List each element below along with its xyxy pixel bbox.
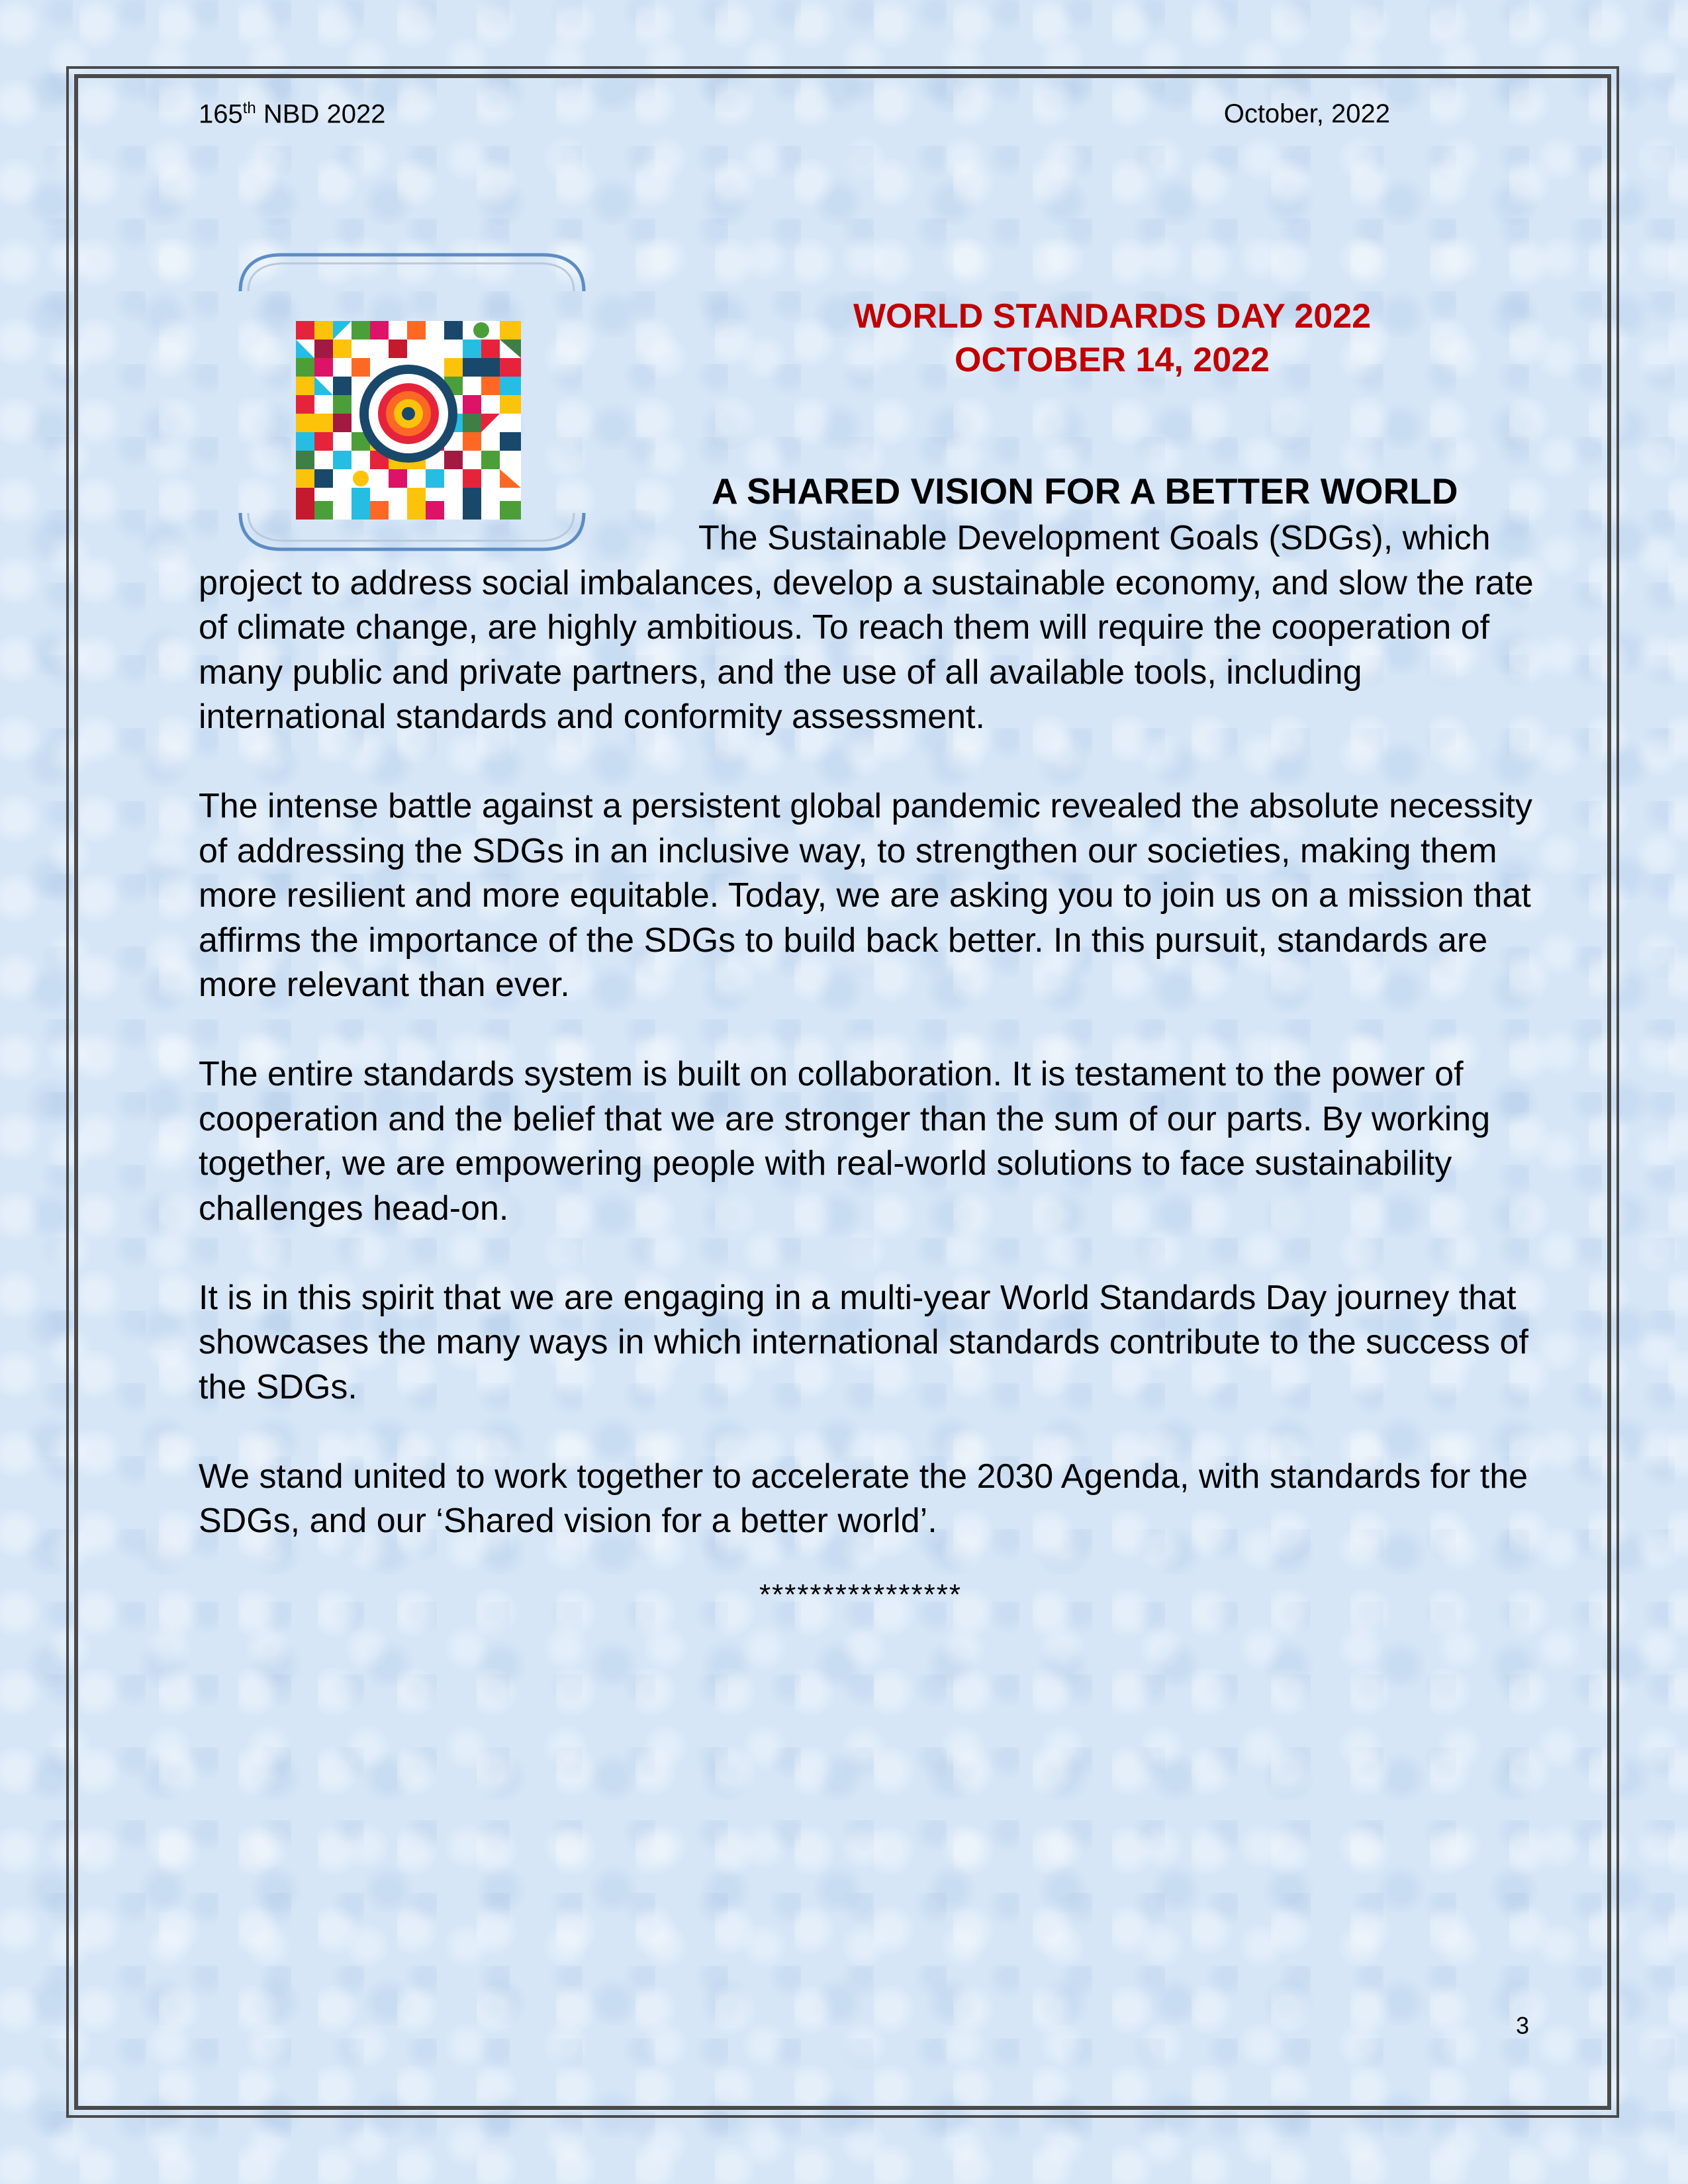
world-standards-day-sdg-mosaic-icon <box>235 251 589 553</box>
header-date: October, 2022 <box>1223 99 1390 128</box>
edition-number: 165 <box>199 99 243 129</box>
section-heading: A SHARED VISION FOR A BETTER WORLD <box>712 471 1458 512</box>
paragraph-5: We stand united to work together to accelerate the 2030 Agenda, with standards for the SDGs, and our ‘Shared vision for a better world’. <box>199 1457 1528 1540</box>
header-edition <box>199 99 385 129</box>
title-line-2: OCTOBER 14, 2022 <box>955 341 1270 379</box>
paragraph-2: The intense battle against a persistent global pandemic revealed the absolute necessity of addressing the SDGs in an inclusive way, to strengthen our societies, making them more resilient and more equitable. Today, we are asking you to join us on a mission that affirms the importance of the SDGs to build back better. In this pursuit, standards are more relevant than ever. <box>199 787 1532 1004</box>
title-line-1: WORLD STANDARDS DAY 2022 <box>853 297 1372 336</box>
paragraph-3: The entire standards system is built on collaboration. It is testament to the power of cooperation and the belief that we are stronger than the sum of our parts. By working together, we are empowering people with real-world solutions to face sustainability challenges head-on. <box>199 1055 1491 1228</box>
edition-rest: NBD 2022 <box>256 99 386 129</box>
paragraph-1: The Sustainable Development Goals (SDGs), which project to address social imbalances, develop a sustainable economy, and slow the rate of climate change, are highly ambitious. To reach them will require the cooperation of many public and private partners, and the use of all available tools, including international standards and conformity assessment. <box>199 519 1534 736</box>
edition-suffix: th <box>242 99 256 117</box>
paragraph-4: It is in this spirit that we are engaging in a multi-year World Standards Day journey that showcases the many ways in which international standards contribute to the success of the SDGs. <box>199 1278 1528 1406</box>
separator: **************** <box>759 1578 962 1611</box>
page-number: 3 <box>1515 2012 1529 2039</box>
article-body <box>199 516 1536 1588</box>
page-title <box>781 295 1443 382</box>
